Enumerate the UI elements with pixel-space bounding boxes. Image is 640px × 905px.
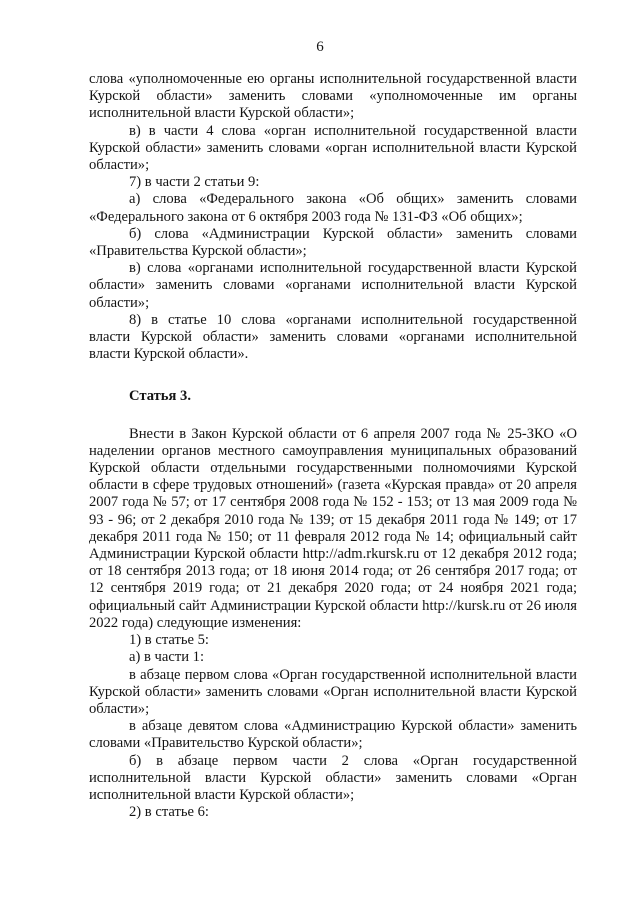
- article-heading: Статья 3.: [129, 388, 191, 405]
- paragraph: б) в абзаце первом части 2 слова «Орган государственной исполнительной власти Курской области» заменить словами «Орган исполнительной власти Курской области»;: [89, 752, 577, 803]
- paragraph: в абзаце девятом слова «Администрацию Курской области» заменить словами «Правительство Курской области»;: [89, 718, 577, 752]
- paragraph: 7) в части 2 статьи 9:: [129, 174, 260, 191]
- paragraph: в абзаце первом слова «Орган государственной исполнительной власти Курской области» заменить словами «Орган исполнительной власти Курской области»;: [89, 666, 577, 717]
- paragraph: б) слова «Администрации Курской области» заменить словами «Правительства Курской области»;: [89, 225, 577, 260]
- paragraph: в) в части 4 слова «орган исполнительной государственной власти Курской области» заменить словами «орган исполнительной власти Курской области»;: [89, 122, 577, 174]
- document-body: [89, 71, 577, 821]
- paragraph: 2) в статье 6:: [129, 804, 209, 821]
- article-intro: Внести в Закон Курской области от 6 апреля 2007 года № 25-ЗКО «О наделении органов местного самоуправления муниципальных образований Курской области отдельными государственными полномочиями Курской области в сфере трудовых отношений» (газета «Курская правда» от 20 апреля 2007 года № 57; от 17 сентября 2008 года № 152 - 153; от 13 мая 2009 года № 93 - 96; от 2 декабря 2010 года № 139; от 15 декабря 2011 года № 149; от 17 декабря 2011 года № 150; от 11 февраля 2012 года № 14; официальный сайт Администрации Курской области http://adm.rkursk.ru от 12 декабря 2012 года; от 18 сентября 2013 года; от 18 июня 2014 года; от 26 сентября 2017 года; от 12 сентября 2019 года; от 21 декабря 2020 года; от 24 ноября 2021 года; официальный сайт Администрации Курской области http://kursk.ru от 26 июля 2022 года) следующие изменения:: [89, 425, 577, 631]
- paragraph: в) слова «органами исполнительной государственной власти Курской области» заменить словами «органами исполнительной власти Курской области»;: [89, 260, 577, 311]
- paragraph: а) слова «Федерального закона «Об общих» заменить словами «Федерального закона от 6 октября 2003 года № 131-ФЗ «Об общих»;: [89, 191, 577, 225]
- paragraph: 8) в статье 10 слова «органами исполнительной государственной власти Курской области» заменить словами «органами исполнительной власти Курской области».: [89, 311, 577, 363]
- page-number: 6: [316, 39, 324, 55]
- paragraph: слова «уполномоченные ею органы исполнительной государственной власти Курской области» заменить словами «уполномоченные им органы исполнительной власти Курской области»;: [89, 71, 577, 122]
- paragraph: а) в части 1:: [129, 649, 205, 666]
- paragraph: 1) в статье 5:: [129, 632, 209, 649]
